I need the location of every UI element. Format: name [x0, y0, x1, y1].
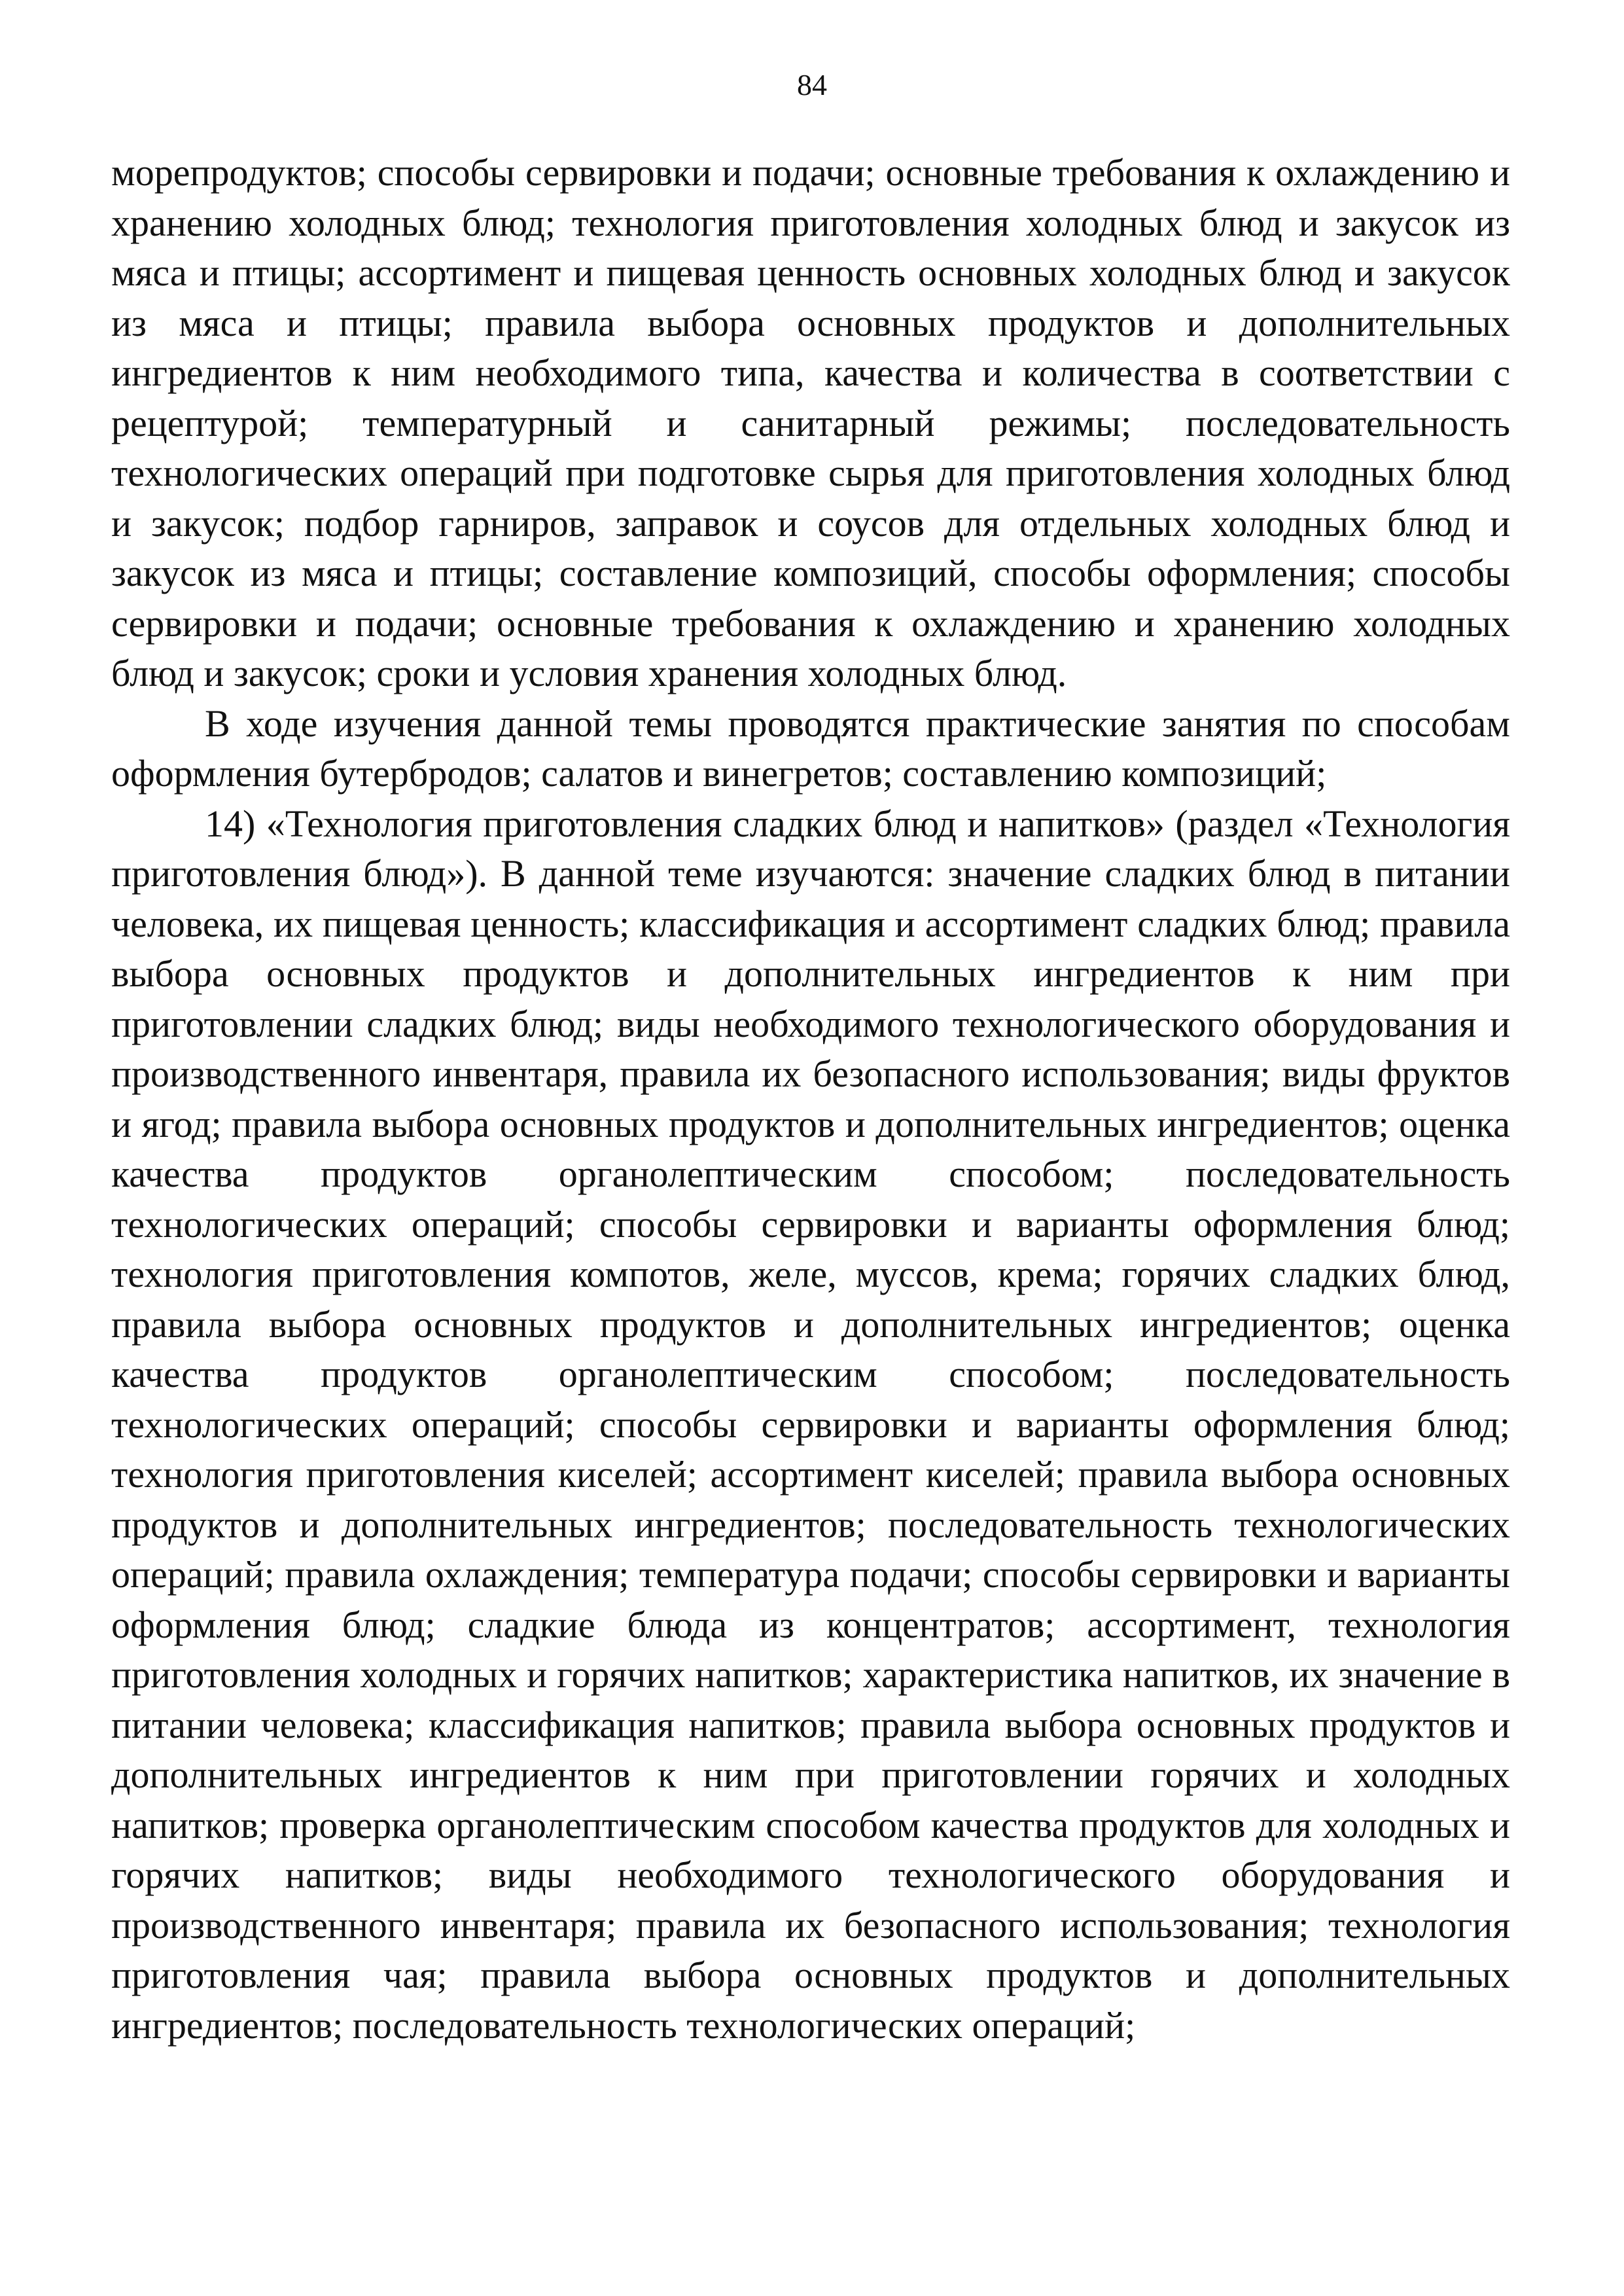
- paragraph-continuation: морепродуктов; способы сервировки и подачи; основные требования к охлаждению и хранению холодных блюд; технология приготовления холодных блюд и закусок из мяса и птицы; ассортимент и пищевая ценность основных холодных блюд и закусок из мяса и птицы; правила выбора основных продуктов и дополнительных ингредиентов к ним необходимого типа, качества и количества в соответствии с рецептурой; температурный и санитарный режимы; последовательность технологических операций при подготовке сырья для приготовления холодных блюд и закусок; подбор гарниров, заправок и соусов для отдельных холодных блюд и закусок из мяса и птицы; составление композиций, способы оформления; способы сервировки и подачи; основные требования к охлаждению и хранению холодных блюд и закусок; сроки и условия хранения холодных блюд.: [111, 151, 1510, 694]
- paragraph-practical-lessons: В ходе изучения данной темы проводятся практические занятия по способам оформления бутербродов; салатов и винегретов; составлению композиций;: [111, 702, 1510, 795]
- paragraph-topic-14: 14) «Технология приготовления сладких блюд и напитков» (раздел «Технология приготовления блюд»). В данной теме изучаются: значение сладких блюд в питании человека, их пищевая ценность; классификация и ассортимент сладких блюд; правила выбора основных продуктов и дополнительных ингредиентов к ним при приготовлении сладких блюд; виды необходимого технологического оборудования и производственного инвентаря, правила их безопасного использования; виды фруктов и ягод; правила выбора основных продуктов и дополнительных ингредиентов; оценка качества продуктов органолептическим способом; последовательность технологических операций; способы сервировки и варианты оформления блюд; технология приготовления компотов, желе, муссов, крема; горячих сладких блюд, правила выбора основных продуктов и дополнительных ингредиентов; оценка качества продуктов органолептическим способом; последовательность технологических операций; способы сервировки и варианты оформления блюд; технология приготовления киселей; ассортимент киселей; правила выбора основных продуктов и дополнительных ингредиентов; последовательность технологических операций; правила охлаждения; температура подачи; способы сервировки и варианты оформления блюд; сладкие блюда из концентратов; ассортимент, технология приготовления холодных и горячих напитков; характеристика напитков, их значение в питании человека; классификация напитков; правила выбора основных продуктов и дополнительных ингредиентов к ним при приготовлении горячих и холодных напитков; проверка органолептическим способом качества продуктов для холодных и горячих напитков; виды необходимого технологического оборудования и производственного инвентаря; правила их безопасного использования; технология приготовления чая; правила выбора основных продуктов и дополнительных ингредиентов; последовательность технологических операций;: [111, 802, 1510, 2047]
- document-body: [111, 148, 1510, 2051]
- page-number: 84: [797, 68, 827, 101]
